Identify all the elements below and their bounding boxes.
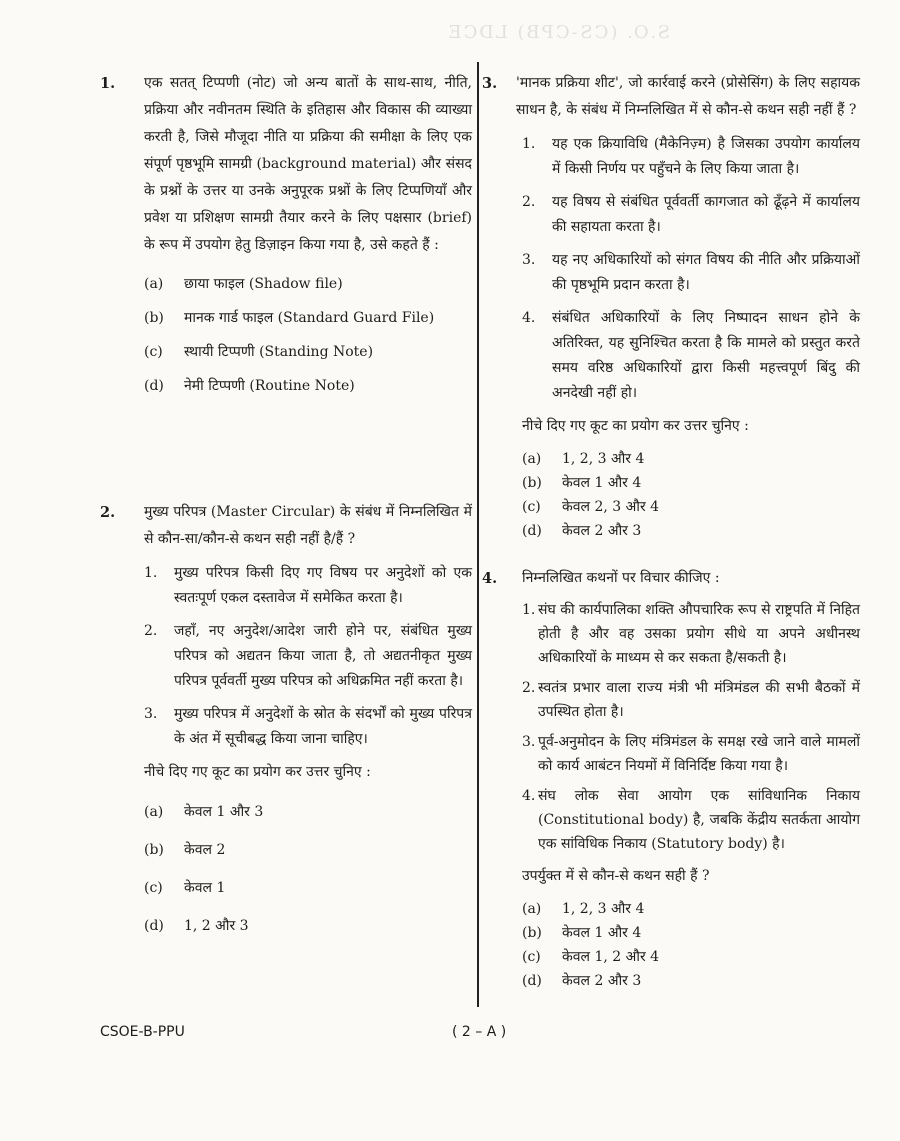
question-number: 4. bbox=[482, 570, 498, 587]
option-list bbox=[522, 897, 860, 993]
option-text: केवल 2, 3 और 4 bbox=[562, 499, 660, 515]
header-bleed-through: S.O. (CS-CPB) LDCE bbox=[446, 22, 670, 43]
option-text: 1, 2, 3 और 4 bbox=[562, 901, 645, 917]
option-text: केवल 1 bbox=[184, 880, 226, 896]
statement-text: मुख्य परिपत्र में अनुदेशों के स्रोत के संदर्भों को मुख्य परिपत्र के अंत में सूचीबद्ध किया जाना चाहिए। bbox=[174, 706, 472, 747]
option-label: (d) bbox=[522, 523, 542, 539]
question-stem: 'मानक प्रक्रिया शीट', जो कार्रवाई करने (प्रोसेसिंग) के लिए सहायक साधन है, के संबंध में निम्नलिखित में से कौन-से कथन सही नहीं हैं ? bbox=[516, 75, 860, 118]
statement-3 bbox=[522, 730, 860, 778]
option-c[interactable] bbox=[522, 945, 860, 969]
option-list bbox=[144, 793, 472, 945]
option-label: (b) bbox=[144, 842, 164, 858]
option-c[interactable] bbox=[144, 869, 472, 907]
question-4 bbox=[482, 565, 860, 993]
option-label: (b) bbox=[522, 475, 542, 491]
statement-text: संबंधित अधिकारियों के लिए निष्पादन साधन होने के अतिरिक्त, यह सुनिश्चित करता है कि मामले को प्रस्तुत करते समय वरिष्ठ अधिकारियों द्वारा किसी महत्त्वपूर्ण बिंदु की अनदेखी नहीं हो। bbox=[552, 310, 860, 401]
statement-number: 1. bbox=[522, 602, 536, 618]
question-stem: एक सतत् टिप्पणी (नोट) जो अन्य बातों के साथ-साथ, नीति, प्रक्रिया और नवीनतम स्थिति के इतिहास और विकास की व्याख्या करती है, जिसे मौजूदा नीति या प्रक्रिया की समीक्षा के लिए एक संपूर्ण पृष्ठभूमि सामग्री (background material) और संसद के प्रश्नों के उत्तर या उनके अनुपूरक प्रश्नों के लिए टिप्पणियाँ और प्रवेश या प्रशिक्षण सामग्री तैयार करने के लिए पक्षसार (brief) के रूप में उपयोग हेतु डिज़ाइन किया गया है, उसे कहते हैं : bbox=[144, 75, 472, 253]
option-text: केवल 1, 2 और 4 bbox=[562, 949, 660, 965]
statement-4 bbox=[522, 306, 860, 406]
statement-3 bbox=[144, 702, 472, 752]
option-b[interactable] bbox=[144, 831, 472, 869]
option-text: नेमी टिप्पणी (Routine Note) bbox=[184, 378, 355, 394]
option-text: केवल 1 और 4 bbox=[562, 925, 642, 941]
option-list bbox=[144, 267, 472, 403]
option-label: (b) bbox=[522, 925, 542, 941]
statement-text: यह नए अधिकारियों को संगत विषय की नीति और प्रक्रियाओं की पृष्ठभूमि प्रदान करता है। bbox=[552, 252, 860, 293]
option-b[interactable] bbox=[522, 471, 860, 495]
question-1 bbox=[100, 70, 472, 403]
option-label: (c) bbox=[144, 880, 163, 896]
statement-text: संघ की कार्यपालिका शक्ति औपचारिक रूप से राष्ट्रपति में निहित होती है और वह उसका प्रयोग सीधे या अपने अधीनस्थ अधिकारियों के माध्यम से कर सकता है/सकती है। bbox=[538, 602, 860, 666]
question-number: 3. bbox=[482, 75, 498, 92]
paper-code: CSOE-B-PPU bbox=[100, 1024, 185, 1040]
option-c[interactable] bbox=[144, 335, 472, 369]
answer-instruction: नीचे दिए गए कूट का प्रयोग कर उत्तर चुनिए : bbox=[144, 764, 371, 780]
statement-4 bbox=[522, 784, 860, 856]
question-stem: निम्नलिखित कथनों पर विचार कीजिए : bbox=[522, 570, 720, 586]
option-label: (d) bbox=[144, 918, 164, 934]
option-text: केवल 1 और 4 bbox=[562, 475, 642, 491]
left-column bbox=[100, 70, 472, 945]
option-text: मानक गार्ड फाइल (Standard Guard File) bbox=[184, 310, 435, 326]
statement-number: 3. bbox=[144, 706, 158, 722]
statement-text: स्वतंत्र प्रभार वाला राज्य मंत्री भी मंत्रिमंडल की सभी बैठकों में उपस्थित होता है। bbox=[538, 680, 860, 720]
statement-number: 3. bbox=[522, 734, 536, 750]
statement-text: यह विषय से संबंधित पूर्ववर्ती कागजात को ढूँढ़ने में कार्यालय की सहायता करता है। bbox=[552, 194, 860, 235]
statement-1 bbox=[522, 132, 860, 182]
option-b[interactable] bbox=[144, 301, 472, 335]
option-label: (a) bbox=[144, 276, 164, 292]
page-number: ( 2 – A ) bbox=[452, 1024, 507, 1040]
option-text: छाया फाइल (Shadow file) bbox=[184, 276, 343, 292]
option-label: (a) bbox=[144, 804, 164, 820]
statement-text: मुख्य परिपत्र किसी दिए गए विषय पर अनुदेशों को एक स्वतःपूर्ण एकल दस्तावेज में समेकित करता है। bbox=[174, 565, 472, 606]
option-label: (c) bbox=[522, 499, 541, 515]
option-label: (c) bbox=[522, 949, 541, 965]
column-divider bbox=[477, 62, 479, 1007]
question-number: 2. bbox=[100, 504, 116, 521]
option-text: केवल 2 bbox=[184, 842, 226, 858]
statement-number: 2. bbox=[522, 194, 536, 210]
question-stem: मुख्य परिपत्र (Master Circular) के संबंध में निम्नलिखित में से कौन-सा/कौन-से कथन सही नहीं है/हैं ? bbox=[144, 504, 472, 547]
question-3 bbox=[482, 70, 860, 543]
statement-number: 1. bbox=[144, 565, 158, 581]
statement-text: संघ लोक सेवा आयोग एक सांविधानिक निकाय (Constitutional body) है, जबकि केंद्रीय सतर्कता आयोग एक सांविधिक निकाय (Statutory body) है। bbox=[538, 788, 860, 852]
question-number: 1. bbox=[100, 75, 116, 92]
option-text: 1, 2 और 3 bbox=[184, 918, 249, 934]
statement-text: जहाँ, नए अनुदेश/आदेश जारी होने पर, संबंधित मुख्य परिपत्र को अद्यतन किया जाता है, तो अद्यतनीकृत मुख्य परिपत्र पूर्ववर्ती मुख्य परिपत्र को अधिक्रमित नहीं करता है। bbox=[174, 623, 472, 689]
statement-number: 4. bbox=[522, 788, 536, 804]
option-list bbox=[522, 447, 860, 543]
answer-instruction: नीचे दिए गए कूट का प्रयोग कर उत्तर चुनिए : bbox=[522, 418, 749, 434]
question-2 bbox=[100, 499, 472, 945]
answer-instruction: उपर्युक्त में से कौन-से कथन सही हैं ? bbox=[522, 868, 710, 884]
option-text: केवल 2 और 3 bbox=[562, 523, 642, 539]
statement-text: यह एक क्रियाविधि (मैकेनिज़्म) है जिसका उपयोग कार्यालय में किसी निर्णय पर पहुँचने के लिए किया जाता है। bbox=[552, 136, 860, 177]
option-a[interactable] bbox=[522, 447, 860, 471]
statement-text: पूर्व-अनुमोदन के लिए मंत्रिमंडल के समक्ष रखे जाने वाले मामलों को कार्य आबंटन नियमों में विनिर्दिष्ट किया गया है। bbox=[538, 734, 860, 774]
statement-1 bbox=[522, 598, 860, 670]
right-column bbox=[482, 70, 860, 993]
statement-2 bbox=[144, 619, 472, 694]
option-a[interactable] bbox=[522, 897, 860, 921]
option-label: (a) bbox=[522, 451, 542, 467]
option-label: (c) bbox=[144, 344, 163, 360]
statement-1 bbox=[144, 561, 472, 611]
statement-2 bbox=[522, 190, 860, 240]
statement-3 bbox=[522, 248, 860, 298]
option-label: (d) bbox=[522, 973, 542, 989]
statement-number: 2. bbox=[144, 623, 158, 639]
option-a[interactable] bbox=[144, 267, 472, 301]
option-text: 1, 2, 3 और 4 bbox=[562, 451, 645, 467]
option-text: स्थायी टिप्पणी (Standing Note) bbox=[184, 344, 374, 360]
option-d[interactable] bbox=[144, 907, 472, 945]
option-a[interactable] bbox=[144, 793, 472, 831]
option-label: (a) bbox=[522, 901, 542, 917]
option-d[interactable] bbox=[522, 969, 860, 993]
statement-number: 2. bbox=[522, 680, 536, 696]
option-label: (d) bbox=[144, 378, 164, 394]
statement-number: 1. bbox=[522, 136, 536, 152]
statement-number: 3. bbox=[522, 252, 536, 268]
statement-2 bbox=[522, 676, 860, 724]
option-b[interactable] bbox=[522, 921, 860, 945]
option-c[interactable] bbox=[522, 495, 860, 519]
option-text: केवल 2 और 3 bbox=[562, 973, 642, 989]
option-label: (b) bbox=[144, 310, 164, 326]
option-text: केवल 1 और 3 bbox=[184, 804, 264, 820]
option-d[interactable] bbox=[144, 369, 472, 403]
statement-number: 4. bbox=[522, 310, 536, 326]
option-d[interactable] bbox=[522, 519, 860, 543]
